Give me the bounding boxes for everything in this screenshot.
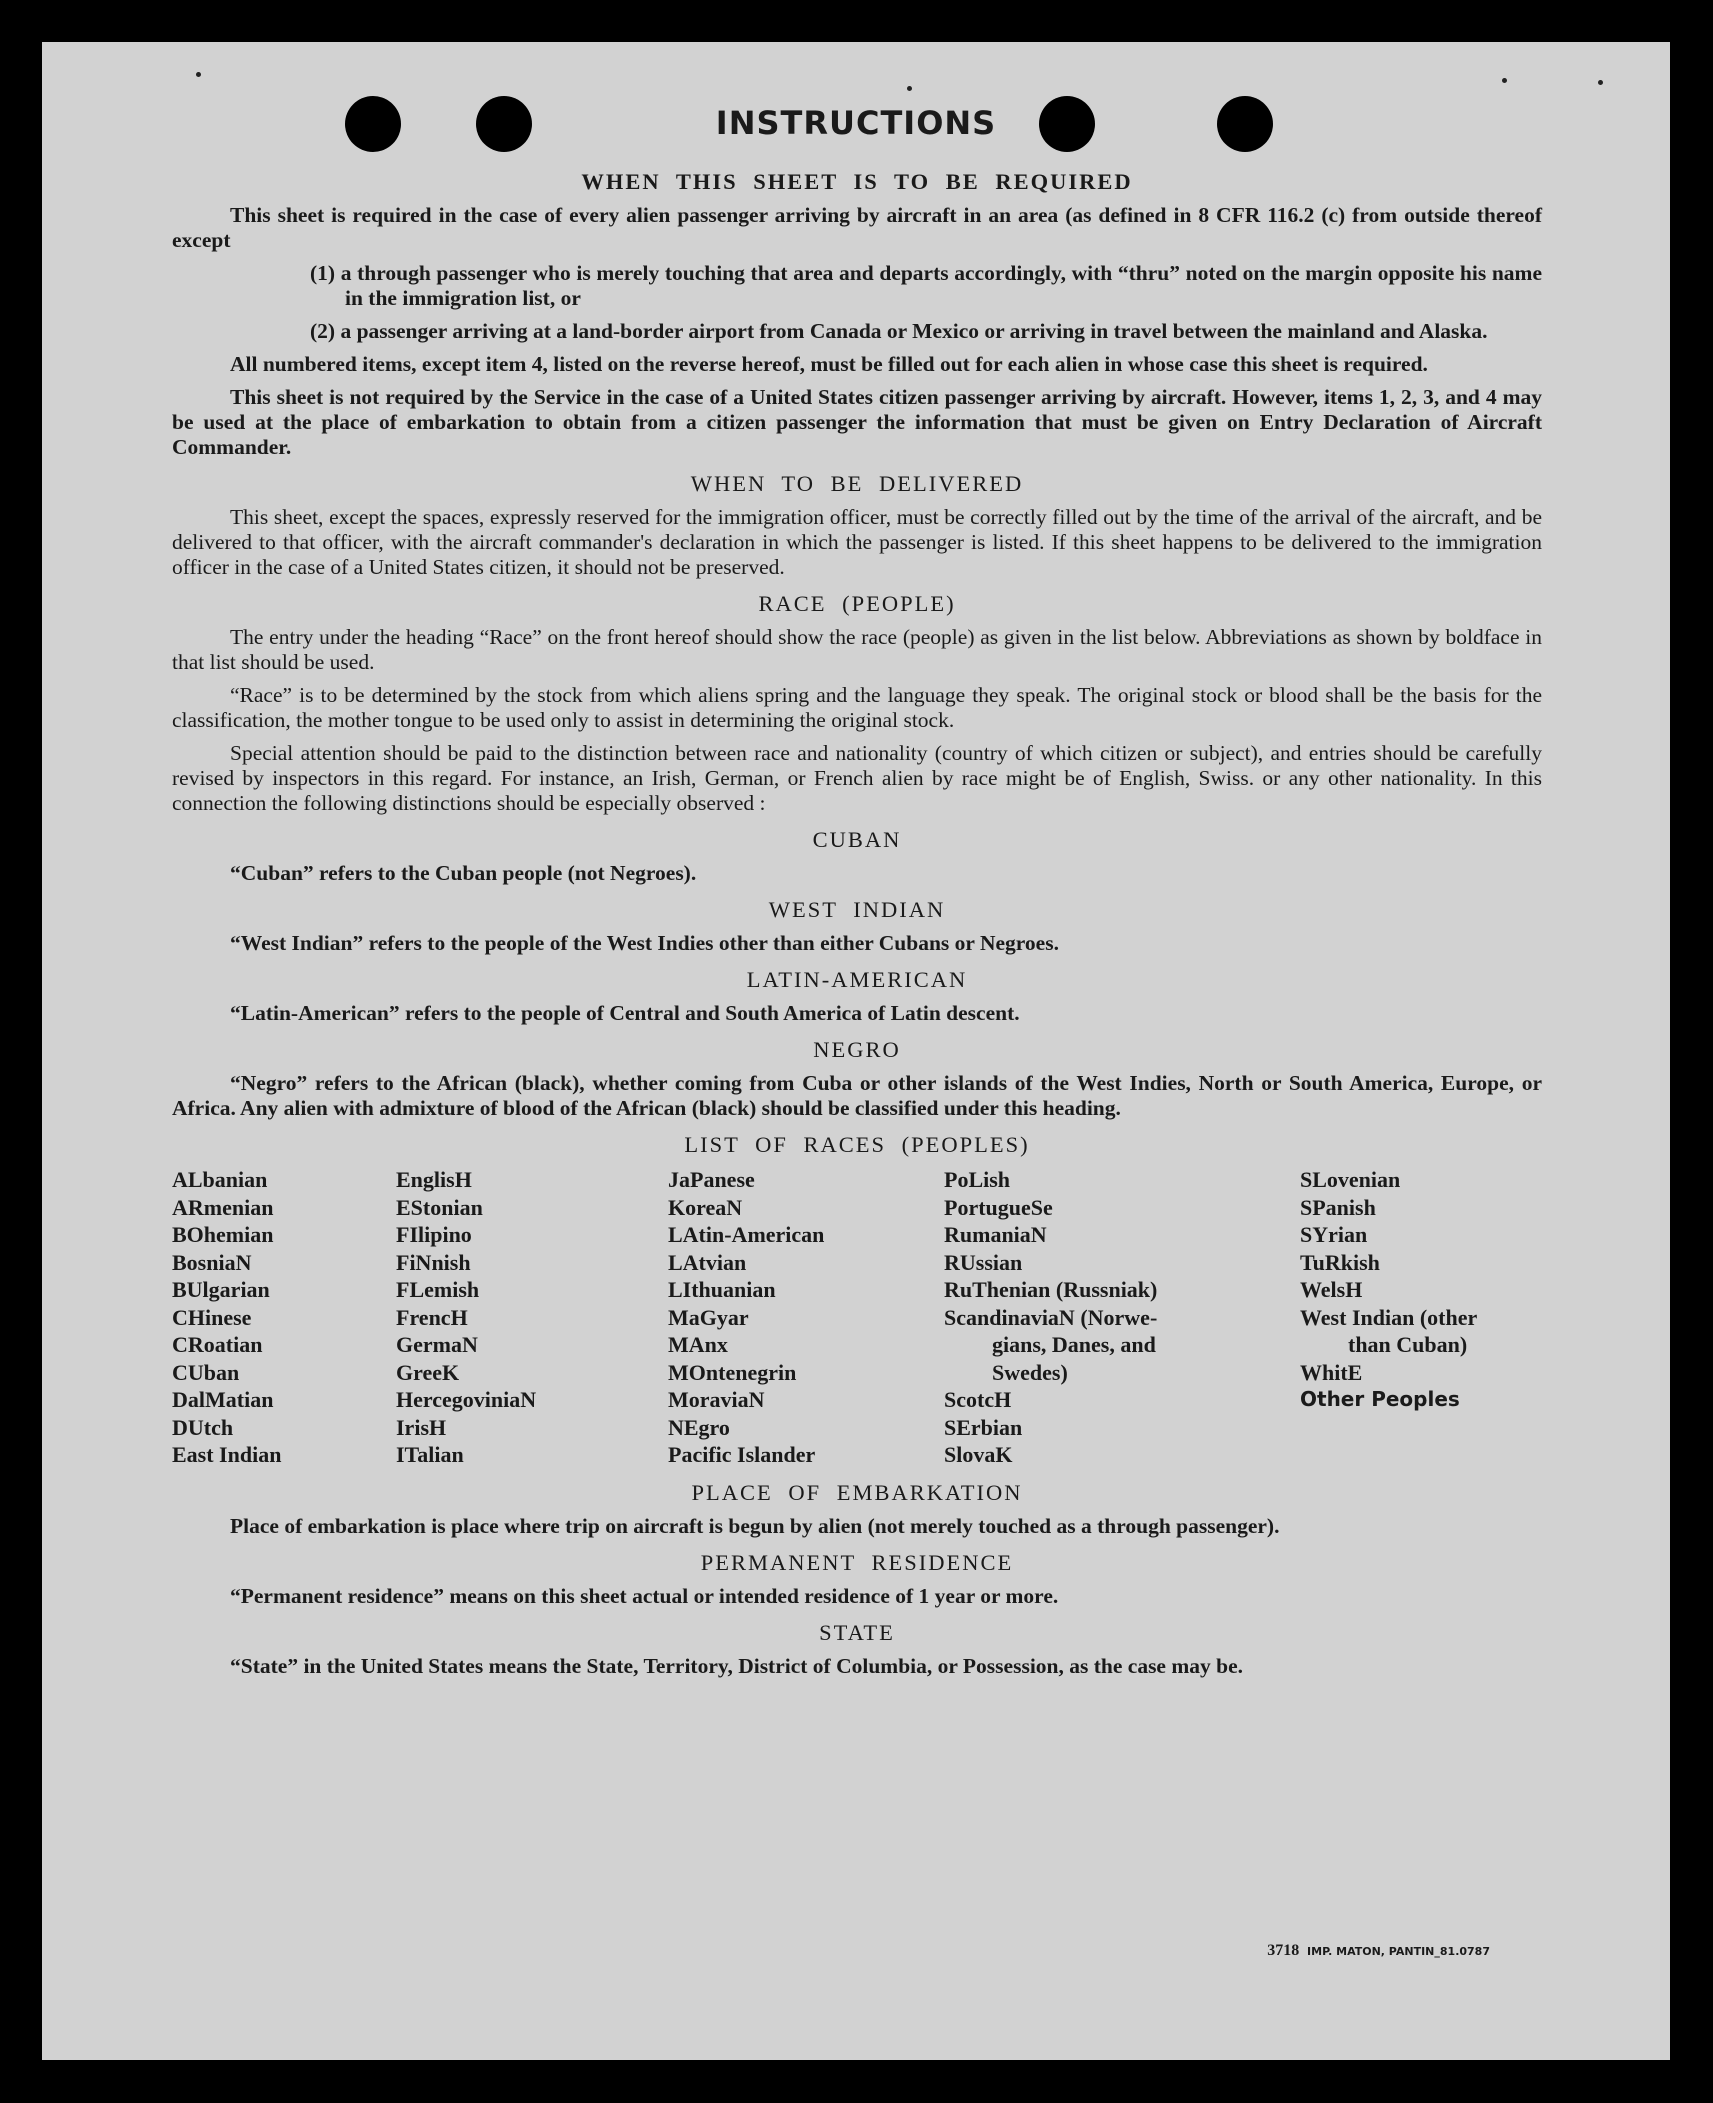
race-entry: PortugueSe xyxy=(944,1194,1053,1220)
heading-negro: NEGRO xyxy=(813,1037,901,1062)
heading-list-of-races: LIST OF RACES (PEOPLES) xyxy=(684,1132,1030,1157)
printer-imprint xyxy=(1267,1942,1490,1960)
speck xyxy=(196,72,201,77)
race-entry: RumaniaN xyxy=(944,1222,1047,1247)
race-entry: LAtvian xyxy=(668,1249,747,1275)
race-entry: ScotcH xyxy=(944,1387,1012,1412)
race-entry: MAnx xyxy=(668,1332,728,1357)
race-entry: MoraviaN xyxy=(668,1387,765,1412)
races-list xyxy=(172,1166,1542,1469)
race-entry: Other Peoples xyxy=(1300,1387,1460,1411)
race-entry: LAtin-American xyxy=(668,1222,825,1247)
race-entry: MaGyar xyxy=(668,1304,749,1330)
heading-latin-american: LATIN-AMERICAN xyxy=(746,967,968,992)
race-entry: CHinese xyxy=(172,1304,252,1330)
race-entry: West Indian (other xyxy=(1300,1304,1478,1330)
speck xyxy=(1598,80,1603,85)
race-entry: RUssian xyxy=(944,1249,1023,1275)
race-paragraph-2: “Race” is to be determined by the stock from which aliens spring and the language they speak. The original stock or blood shall be the basis for the classification, the mother tongue to be used only to assist in determining the original stock. xyxy=(172,683,1542,732)
race-entry: FiNnish xyxy=(396,1249,471,1275)
race-entry: BUlgarian xyxy=(172,1277,270,1302)
race-entry: LIthuanian xyxy=(668,1277,776,1302)
race-entry: Pacific Islander xyxy=(668,1442,816,1467)
race-entry: WhitE xyxy=(1300,1359,1363,1385)
race-entry: ARmenian xyxy=(172,1194,274,1220)
race-entry: DalMatian xyxy=(172,1387,274,1412)
races-column-3 xyxy=(668,1166,944,1469)
printer-name: IMP. MATON, PANTIN_81.0787 xyxy=(1307,1945,1490,1958)
race-entry: NEgro xyxy=(668,1414,730,1440)
instructions-body xyxy=(172,158,1542,1687)
races-column-2 xyxy=(396,1166,668,1469)
embarkation-text: Place of embarkation is place where trip on aircraft is begun by alien (not merely touched as a through passenger). xyxy=(230,1513,1280,1538)
races-column-5 xyxy=(1300,1166,1542,1469)
race-entry-continued: Swedes) xyxy=(992,1359,1068,1385)
race-entry: ScandinaviaN (Norwe- xyxy=(944,1304,1158,1330)
race-entry: SPanish xyxy=(1300,1194,1376,1220)
heading-west-indian: WEST INDIAN xyxy=(768,897,946,922)
races-column-4 xyxy=(944,1166,1300,1469)
race-entry: PoLish xyxy=(944,1167,1011,1192)
speck xyxy=(1502,78,1507,83)
race-paragraph-1: The entry under the heading “Race” on the front hereof should show the race (people) as given in the list below. Abbreviations as shown by boldface in that list should be used. xyxy=(172,625,1542,674)
heading-permanent-residence: PERMANENT RESIDENCE xyxy=(700,1549,1014,1575)
page-title: INSTRUCTIONS xyxy=(715,104,997,142)
race-entry: FLemish xyxy=(396,1277,480,1302)
race-entry: ALbanian xyxy=(172,1167,268,1192)
race-entry: BosniaN xyxy=(172,1249,252,1275)
latin-american-text: “Latin-American” refers to the people of Central and South America of Latin descent. xyxy=(230,1001,1020,1025)
race-entry: BOhemian xyxy=(172,1222,274,1247)
negro-text: “Negro” refers to the African (black), whether coming from Cuba or other islands of the West Indies, North or South America, Europe, or Africa. Any alien with admixture of blood of the African (black) should be classified under this heading. xyxy=(172,1071,1542,1120)
race-entry: SLovenian xyxy=(1300,1167,1401,1192)
race-entry: EStonian xyxy=(396,1194,483,1220)
numbered-items-note: All numbered items, except item 4, listed on the reverse hereof, must be filled out for each alien in whose case this sheet is required. xyxy=(230,352,1428,376)
race-entry: CRoatian xyxy=(172,1332,263,1357)
race-entry: RuThenian (Russniak) xyxy=(944,1277,1158,1302)
citizen-note: This sheet is not required by the Service in the case of a United States citizen passenger arriving by aircraft. However, items 1, 2, 3, and 4 may be used at the place of embarkation to obtain from a citizen passenger the information that must be given on Entry Declaration of Aircraft Commander. xyxy=(172,385,1542,459)
permanent-residence-text: “Permanent residence” means on this sheet actual or intended residence of 1 year or more. xyxy=(230,1583,1059,1608)
race-entry: FrencH xyxy=(396,1304,468,1330)
race-entry: JaPanese xyxy=(668,1167,755,1192)
race-entry: DUtch xyxy=(172,1414,234,1440)
heading-required: WHEN THIS SHEET IS TO BE REQUIRED xyxy=(581,169,1133,194)
race-entry: IrisH xyxy=(396,1414,447,1440)
west-indian-text: “West Indian” refers to the people of the West Indies other than either Cubans or Negroes. xyxy=(230,931,1059,955)
race-entry: SErbian xyxy=(944,1414,1023,1440)
race-entry: SYrian xyxy=(1300,1222,1368,1247)
state-text: “State” in the United States means the State, Territory, District of Columbia, or Possession, as the case may be. xyxy=(230,1653,1244,1678)
form-number: 3718 xyxy=(1267,1942,1300,1959)
cuban-text: “Cuban” refers to the Cuban people (not Negroes). xyxy=(230,861,697,885)
exception-item-1: (1) a through passenger who is merely touching that area and departs accordingly, with “thru” noted on the margin opposite his name in the immigration list, or xyxy=(310,261,1542,310)
race-paragraph-3: Special attention should be paid to the distinction between race and nationality (country of which citizen or subject), and entries should be carefully revised by inspectors in this regard. For instance, an Irish, German, or French alien by race might be of English, Swiss. or any other nationality. In this connection the following distinctions should be especially observed : xyxy=(172,741,1542,815)
speck xyxy=(907,86,912,91)
race-entry: EnglisH xyxy=(396,1167,472,1192)
heading-delivered: WHEN TO BE DELIVERED xyxy=(690,471,1024,496)
race-entry: SlovaK xyxy=(944,1442,1013,1467)
race-entry: East Indian xyxy=(172,1442,282,1467)
race-entry: MOntenegrin xyxy=(668,1359,797,1385)
races-column-1 xyxy=(172,1166,396,1469)
race-entry-continued: gians, Danes, and xyxy=(992,1332,1156,1357)
delivered-text: This sheet, except the spaces, expressly reserved for the immigration officer, must be correctly filled out by the time of the arrival of the aircraft, and be delivered to that officer, with the aircraft commander's declaration in which the passenger is listed. If this sheet happens to be delivered to the immigration officer in the case of a United States citizen, it should not be preserved. xyxy=(172,505,1542,579)
required-intro: This sheet is required in the case of every alien passenger arriving by aircraft in an area (as defined in 8 CFR 116.2 (c) from outside thereof except xyxy=(172,203,1542,252)
race-entry: GermaN xyxy=(396,1332,478,1357)
race-entry: FIlipino xyxy=(396,1222,472,1247)
race-entry: WelsH xyxy=(1300,1277,1363,1302)
race-entry: CUban xyxy=(172,1359,240,1385)
heading-cuban: CUBAN xyxy=(812,827,902,852)
heading-state: STATE xyxy=(819,1619,895,1645)
exception-item-2: (2) a passenger arriving at a land-border airport from Canada or Mexico or arriving in travel between the mainland and Alaska. xyxy=(310,319,1488,343)
heading-embarkation: PLACE OF EMBARKATION xyxy=(691,1479,1023,1505)
race-entry-continued: than Cuban) xyxy=(1348,1332,1468,1357)
heading-race: RACE (PEOPLE) xyxy=(758,591,956,616)
instruction-sheet xyxy=(42,42,1670,2060)
race-entry: GreeK xyxy=(396,1359,460,1385)
race-entry: HercegoviniaN xyxy=(396,1387,537,1412)
race-entry: ITalian xyxy=(396,1442,464,1467)
race-entry: TuRkish xyxy=(1300,1249,1380,1275)
race-entry: KoreaN xyxy=(668,1194,743,1220)
